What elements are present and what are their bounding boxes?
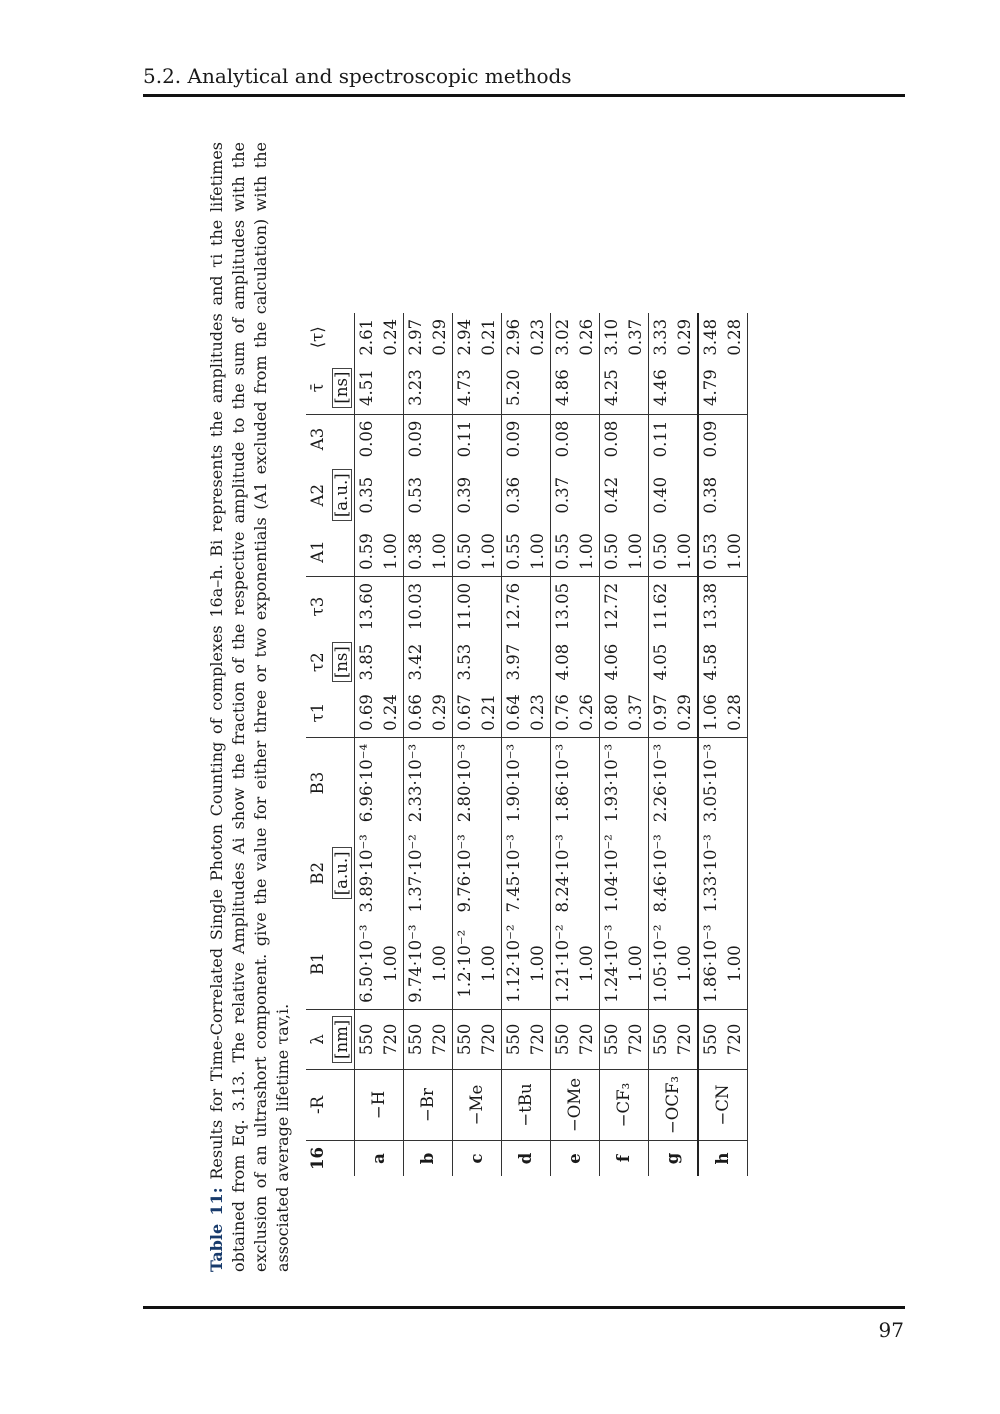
table-cell: 4.86: [551, 362, 576, 414]
table-cell: [624, 362, 649, 414]
table-cell: 0.35: [355, 463, 380, 527]
table-cell: 4.25: [600, 362, 625, 414]
section-header: 5.2. Analytical and spectroscopic methods: [143, 64, 572, 88]
table-cell: [526, 463, 551, 527]
table-cell: [673, 828, 698, 918]
table-cell: 1.05·10⁻²: [649, 919, 674, 1010]
table-row: [723, 313, 748, 1176]
substituent: −CF₃: [600, 1069, 649, 1140]
table-cell: 0.26: [575, 688, 600, 737]
table-cell: 1.00: [428, 527, 453, 576]
table-cell: 720: [624, 1009, 649, 1069]
table-cell: [379, 636, 404, 688]
table-cell: 4.58: [698, 636, 723, 688]
table-row: [649, 313, 674, 1176]
table-cell: 7.45·10⁻³: [502, 828, 527, 918]
table-cell: 0.21: [479, 318, 498, 356]
compound-label: c: [453, 1141, 502, 1176]
table-cell: 0.53: [698, 527, 723, 576]
table-cell: 6.96·10⁻⁴: [355, 737, 380, 828]
table-cell: 1.2·10⁻²: [453, 919, 478, 1010]
table-cell: 4.06: [600, 636, 625, 688]
table-row: [355, 313, 380, 1176]
table-cell: 1.00: [477, 527, 502, 576]
table-cell: 11.62: [649, 576, 674, 636]
table-cell: 0.67: [453, 688, 478, 737]
table-cell: 4.79: [698, 362, 723, 414]
col-header-lambda: λ: [306, 1009, 330, 1069]
table-row: [453, 313, 478, 1176]
table-cell: [428, 414, 453, 463]
table-cell: 5.20: [502, 362, 527, 414]
table-cell: [477, 576, 502, 636]
table-cell: 0.09: [404, 414, 429, 463]
table-cell: 4.46: [649, 362, 674, 414]
table-cell: [428, 737, 453, 828]
col-header-a3: A3: [308, 427, 327, 451]
substituent: −OCF₃: [649, 1069, 699, 1140]
table-cell: [575, 828, 600, 918]
table-cell: 720: [428, 1009, 453, 1069]
table-cell: 1.00: [379, 919, 404, 1010]
table-cell: 3.23: [404, 362, 429, 414]
page-number: 97: [878, 1318, 904, 1342]
table-cell: 550: [698, 1009, 723, 1069]
col-header-b2: B2: [308, 862, 327, 885]
table-cell: [379, 362, 404, 414]
col-header-compound: 16: [308, 1147, 327, 1170]
table-cell: 1.00: [673, 919, 698, 1010]
compound-label: b: [404, 1141, 453, 1176]
compound-label: e: [551, 1141, 600, 1176]
table-cell: 3.48: [698, 313, 723, 362]
col-header-tau3: τ3: [308, 596, 327, 617]
table-row: [673, 313, 698, 1176]
table-cell: 1.00: [526, 919, 551, 1010]
table-row: [575, 313, 600, 1176]
table-cell: 0.24: [381, 318, 400, 356]
table-cell: 1.33·10⁻³: [698, 828, 723, 918]
table-cell: 0.09: [502, 414, 527, 463]
table-cell: 1.04·10⁻²: [600, 828, 625, 918]
table-cell: 0.09: [698, 414, 723, 463]
table-cell: [575, 576, 600, 636]
table-cell: [477, 828, 502, 918]
table-cell: [428, 636, 453, 688]
table-cell: 0.55: [551, 527, 576, 576]
table-cell: 0.28: [723, 313, 748, 362]
table-cell: 12.72: [600, 576, 625, 636]
table-cell: [477, 636, 502, 688]
table-cell: 720: [575, 1009, 600, 1069]
table-cell: [477, 463, 502, 527]
col-header-tau-bar: τ̄: [306, 362, 330, 414]
table-row: [526, 313, 551, 1176]
table-cell: 1.00: [575, 527, 600, 576]
table-cell: [723, 636, 748, 688]
col-header-tau-avg: ⟨τ⟩: [308, 326, 327, 349]
table-cell: [624, 576, 649, 636]
table-cell: [526, 414, 551, 463]
table-cell: [526, 362, 551, 414]
table-cell: [673, 414, 698, 463]
table-cell: 10.03: [404, 576, 429, 636]
table-cell: 720: [526, 1009, 551, 1069]
table-cell: 0.06: [355, 414, 380, 463]
table-cell: 0.80: [600, 688, 625, 737]
table-cell: 550: [551, 1009, 576, 1069]
table-row: [379, 313, 404, 1176]
table-cell: 1.00: [723, 919, 748, 1010]
col-header-tau1: τ1: [306, 688, 330, 737]
table-cell: [723, 576, 748, 636]
table-cell: 13.38: [698, 576, 723, 636]
table-cell: 0.50: [600, 527, 625, 576]
table-cell: 3.89·10⁻³: [355, 828, 380, 918]
table-cell: 550: [649, 1009, 674, 1069]
table-cell: 1.86·10⁻³: [551, 737, 576, 828]
table-cell: 0.42: [600, 463, 625, 527]
table-cell: 550: [404, 1009, 429, 1069]
table-cell: 0.26: [577, 318, 596, 356]
table-cell: 3.05·10⁻³: [698, 737, 723, 828]
table-cell: 2.26·10⁻³: [649, 737, 674, 828]
table-cell: [379, 828, 404, 918]
table-row: [502, 313, 527, 1176]
table-cell: 2.33·10⁻³: [404, 737, 429, 828]
table-cell: 0.50: [649, 527, 674, 576]
substituent: −tBu: [502, 1069, 551, 1140]
table-cell: 4.51: [355, 362, 380, 414]
table-cell: 3.97: [502, 636, 527, 688]
table-cell: [673, 737, 698, 828]
col-header-b1: B1: [306, 919, 330, 1010]
table-row: [698, 313, 723, 1176]
table-cell: 0.55: [502, 527, 527, 576]
table-cell: [428, 362, 453, 414]
compound-label: a: [355, 1141, 404, 1176]
table-cell: 2.61: [355, 313, 380, 362]
table-cell: 1.86·10⁻³: [698, 919, 723, 1010]
table-cell: 0.39: [453, 463, 478, 527]
table-caption: [206, 142, 294, 1272]
tcspc-results-table: [306, 313, 748, 1176]
table-cell: 8.24·10⁻³: [551, 828, 576, 918]
table-cell: 0.76: [551, 688, 576, 737]
table-cell: 4.73: [453, 362, 478, 414]
table-cell: 0.29: [430, 318, 449, 356]
table-cell: 9.74·10⁻³: [404, 919, 429, 1010]
table-cell: 4.05: [649, 636, 674, 688]
table-cell: 720: [673, 1009, 698, 1069]
substituent: −CN: [698, 1069, 748, 1140]
table-cell: 550: [355, 1009, 380, 1069]
table-cell: 2.97: [404, 313, 429, 362]
table-cell: 0.29: [675, 318, 694, 356]
table-cell: 0.38: [698, 463, 723, 527]
table-cell: [723, 737, 748, 828]
table-cell: [379, 737, 404, 828]
table-cell: 2.94: [453, 313, 478, 362]
table-body: [355, 313, 748, 1176]
unit-b: [a.u.]: [332, 847, 352, 899]
table-cell: 0.11: [453, 414, 478, 463]
table-cell: [575, 636, 600, 688]
table-cell: 1.21·10⁻²: [551, 919, 576, 1010]
table-cell: 13.60: [355, 576, 380, 636]
table-cell: 3.10: [600, 313, 625, 362]
table-cell: 0.38: [404, 527, 429, 576]
table-cell: 1.00: [575, 919, 600, 1010]
table-cell: 3.85: [355, 636, 380, 688]
table-cell: 4.08: [551, 636, 576, 688]
table-cell: 11.00: [453, 576, 478, 636]
table-cell: 550: [600, 1009, 625, 1069]
unit-avg: [ns]: [332, 368, 352, 408]
table-cell: 0.59: [355, 527, 380, 576]
table-cell: 2.96: [502, 313, 527, 362]
substituent: −Me: [453, 1069, 502, 1140]
table-cell: 720: [379, 1009, 404, 1069]
table-cell: 1.37·10⁻²: [404, 828, 429, 918]
table-cell: [428, 576, 453, 636]
table-cell: 1.90·10⁻³: [502, 737, 527, 828]
table-cell: [477, 737, 502, 828]
table-row: [551, 313, 576, 1176]
caption-label: Table 11:: [207, 1187, 226, 1272]
compound-label: g: [649, 1141, 699, 1176]
table-cell: [575, 737, 600, 828]
table-cell: 0.23: [526, 688, 551, 737]
table-cell: 0.11: [649, 414, 674, 463]
table-cell: 0.08: [551, 414, 576, 463]
units-row: [330, 313, 355, 1176]
table-cell: 0.40: [649, 463, 674, 527]
table-cell: 1.00: [428, 919, 453, 1010]
table-cell: 1.00: [379, 527, 404, 576]
table-cell: 3.53: [453, 636, 478, 688]
col-header-a1: A1: [306, 527, 330, 576]
table-cell: 0.36: [502, 463, 527, 527]
table-cell: 1.12·10⁻²: [502, 919, 527, 1010]
table-cell: 0.21: [477, 688, 502, 737]
table-cell: 720: [477, 1009, 502, 1069]
caption-text: Results for Time-Correlated Single Photon Counting of complexes 16a–h. Bi represents the amplitudes and τi the lifetimes obtained from Eq. 3.13. The relative Amplitudes Ai show the fraction of the respective amplitude to the sum of amplitudes with the exclusion of an ultrashort component. give the value for either three or two exponentials (A1 excluded from the calculation) with the associated average lifetime τav,i.: [207, 141, 292, 1272]
table-cell: 1.00: [723, 527, 748, 576]
table-cell: [673, 636, 698, 688]
table-row: [477, 313, 502, 1176]
col-header-b3: B3: [308, 771, 327, 795]
table-cell: 0.23: [528, 318, 547, 356]
table-cell: 1.00: [624, 527, 649, 576]
substituent: −H: [355, 1069, 404, 1140]
table-cell: 0.37: [551, 463, 576, 527]
table-cell: 0.28: [723, 688, 748, 737]
table-cell: [477, 362, 502, 414]
table-cell: 0.66: [404, 688, 429, 737]
table-cell: 13.05: [551, 576, 576, 636]
table-cell: [624, 828, 649, 918]
substituent: −OMe: [551, 1069, 600, 1140]
table-cell: 3.42: [404, 636, 429, 688]
table-cell: 2.80·10⁻³: [453, 737, 478, 828]
table-cell: [575, 362, 600, 414]
table-cell: [526, 576, 551, 636]
table-cell: 1.93·10⁻³: [600, 737, 625, 828]
table-row: [428, 313, 453, 1176]
table-cell: [428, 828, 453, 918]
table-row: [624, 313, 649, 1176]
table-row: [404, 313, 429, 1176]
table-cell: 0.29: [673, 688, 698, 737]
table-cell: [428, 463, 453, 527]
table-cell: 0.37: [626, 318, 645, 356]
table-cell: [624, 414, 649, 463]
substituent: −Br: [404, 1069, 453, 1140]
header-rule: [143, 94, 905, 97]
table-cell: [673, 576, 698, 636]
table-cell: [379, 414, 404, 463]
compound-label: h: [698, 1141, 748, 1176]
table-row: [600, 313, 625, 1176]
table-cell: 1.24·10⁻³: [600, 919, 625, 1010]
table-cell: 9.76·10⁻³: [453, 828, 478, 918]
table-cell: [575, 463, 600, 527]
table-cell: 1.00: [624, 919, 649, 1010]
table-cell: 3.33: [649, 313, 674, 362]
unit-tau: [ns]: [332, 642, 352, 682]
table-cell: [575, 414, 600, 463]
table-cell: [379, 463, 404, 527]
col-header-r: -R: [306, 1069, 330, 1140]
table-cell: [624, 636, 649, 688]
table-cell: 550: [502, 1009, 527, 1069]
table-cell: [673, 362, 698, 414]
table-cell: [379, 576, 404, 636]
table-cell: 720: [723, 1009, 748, 1069]
table-cell: 0.24: [379, 688, 404, 737]
table-cell: 0.53: [404, 463, 429, 527]
col-header-tau2: τ2: [308, 652, 327, 672]
table-cell: 0.29: [428, 688, 453, 737]
table-cell: 8.46·10⁻³: [649, 828, 674, 918]
table-cell: 0.37: [624, 688, 649, 737]
table-cell: 6.50·10⁻³: [355, 919, 380, 1010]
table-cell: [526, 828, 551, 918]
table-cell: [723, 828, 748, 918]
table-cell: 1.00: [673, 527, 698, 576]
col-header-a2: A2: [308, 484, 327, 507]
table-cell: 0.69: [355, 688, 380, 737]
table-cell: 0.97: [649, 688, 674, 737]
table-cell: 0.50: [453, 527, 478, 576]
table-cell: [624, 737, 649, 828]
table-cell: [624, 463, 649, 527]
table-cell: 1.00: [526, 527, 551, 576]
rotated-table-block: [206, 142, 748, 1272]
table-cell: 1.00: [477, 919, 502, 1010]
table-cell: [477, 414, 502, 463]
compound-label: d: [502, 1141, 551, 1176]
table-cell: [723, 414, 748, 463]
header-row: [306, 313, 330, 1176]
table-cell: 1.06: [698, 688, 723, 737]
table-cell: 12.76: [502, 576, 527, 636]
table-cell: [723, 362, 748, 414]
table-cell: [723, 463, 748, 527]
table-cell: 3.02: [551, 313, 576, 362]
table-cell: 0.08: [600, 414, 625, 463]
compound-label: f: [600, 1141, 649, 1176]
table-cell: 0.64: [502, 688, 527, 737]
table-cell: 550: [453, 1009, 478, 1069]
table-cell: [673, 463, 698, 527]
unit-lambda: [nm]: [332, 1016, 352, 1063]
table-cell: [526, 737, 551, 828]
footer-rule: [143, 1306, 905, 1309]
unit-a: [a.u.]: [332, 469, 352, 521]
table-cell: [526, 636, 551, 688]
